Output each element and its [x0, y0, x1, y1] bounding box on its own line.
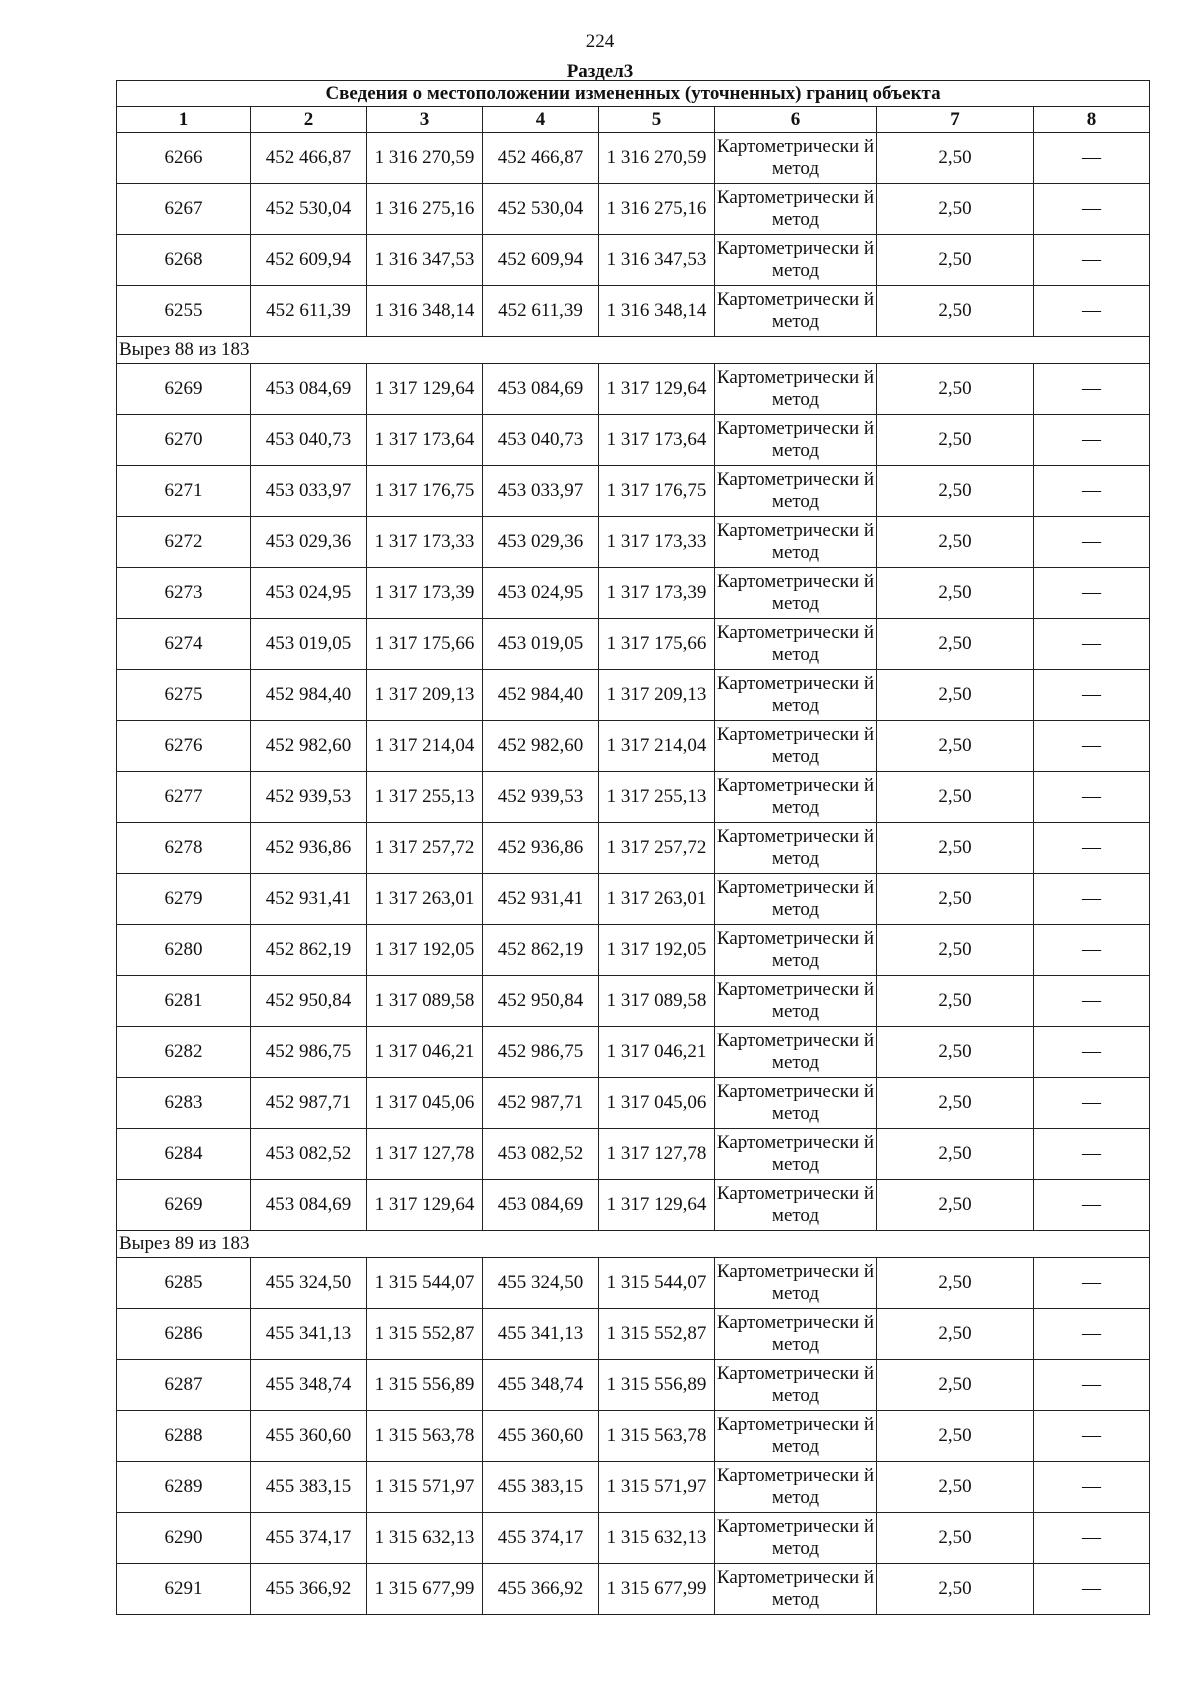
x-old-cell: 452 982,60	[251, 721, 367, 772]
point-number-cell: 6267	[117, 184, 251, 235]
accuracy-cell: 2,50	[877, 1411, 1034, 1462]
description-cell: —	[1034, 133, 1150, 184]
table-row	[117, 670, 1150, 721]
y-old-cell: 1 317 173,64	[367, 415, 483, 466]
group-row	[117, 1231, 1150, 1258]
description-cell: —	[1034, 1078, 1150, 1129]
y-new-cell: 1 315 632,13	[599, 1513, 715, 1564]
accuracy-cell: 2,50	[877, 1309, 1034, 1360]
x-old-cell: 453 033,97	[251, 466, 367, 517]
x-old-cell: 452 862,19	[251, 925, 367, 976]
method-cell: Картометрически й метод	[715, 1309, 877, 1360]
method-cell: Картометрически й метод	[715, 976, 877, 1027]
point-number-cell: 6272	[117, 517, 251, 568]
x-new-cell: 455 374,17	[483, 1513, 599, 1564]
description-cell: —	[1034, 364, 1150, 415]
table-row	[117, 235, 1150, 286]
description-cell: —	[1034, 721, 1150, 772]
x-old-cell: 455 374,17	[251, 1513, 367, 1564]
x-new-cell: 452 939,53	[483, 772, 599, 823]
y-old-cell: 1 315 556,89	[367, 1360, 483, 1411]
accuracy-cell: 2,50	[877, 976, 1034, 1027]
x-new-cell: 452 609,94	[483, 235, 599, 286]
description-cell: —	[1034, 286, 1150, 337]
y-new-cell: 1 316 348,14	[599, 286, 715, 337]
method-cell: Картометрически й метод	[715, 415, 877, 466]
y-new-cell: 1 316 275,16	[599, 184, 715, 235]
y-new-cell: 1 317 127,78	[599, 1129, 715, 1180]
group-row	[117, 337, 1150, 364]
point-number-cell: 6291	[117, 1564, 251, 1615]
x-new-cell: 453 029,36	[483, 517, 599, 568]
group-label: Вырез 88 из 183	[117, 337, 1150, 364]
x-old-cell: 453 040,73	[251, 415, 367, 466]
column-number: 2	[251, 107, 367, 133]
x-old-cell: 455 341,13	[251, 1309, 367, 1360]
x-old-cell: 452 466,87	[251, 133, 367, 184]
x-old-cell: 453 084,69	[251, 1180, 367, 1231]
point-number-cell: 6281	[117, 976, 251, 1027]
table-row	[117, 1078, 1150, 1129]
point-number-cell: 6288	[117, 1411, 251, 1462]
y-old-cell: 1 317 173,33	[367, 517, 483, 568]
y-new-cell: 1 317 129,64	[599, 1180, 715, 1231]
y-new-cell: 1 317 209,13	[599, 670, 715, 721]
accuracy-cell: 2,50	[877, 874, 1034, 925]
accuracy-cell: 2,50	[877, 721, 1034, 772]
y-new-cell: 1 316 347,53	[599, 235, 715, 286]
point-number-cell: 6270	[117, 415, 251, 466]
accuracy-cell: 2,50	[877, 1360, 1034, 1411]
method-cell: Картометрически й метод	[715, 184, 877, 235]
y-new-cell: 1 317 192,05	[599, 925, 715, 976]
x-new-cell: 452 936,86	[483, 823, 599, 874]
y-new-cell: 1 315 563,78	[599, 1411, 715, 1462]
accuracy-cell: 2,50	[877, 364, 1034, 415]
method-cell: Картометрически й метод	[715, 133, 877, 184]
table-row	[117, 133, 1150, 184]
description-cell: —	[1034, 772, 1150, 823]
point-number-cell: 6289	[117, 1462, 251, 1513]
x-old-cell: 452 609,94	[251, 235, 367, 286]
y-old-cell: 1 317 089,58	[367, 976, 483, 1027]
accuracy-cell: 2,50	[877, 133, 1034, 184]
accuracy-cell: 2,50	[877, 184, 1034, 235]
table-body	[117, 133, 1150, 1615]
accuracy-cell: 2,50	[877, 670, 1034, 721]
description-cell: —	[1034, 925, 1150, 976]
x-new-cell: 452 611,39	[483, 286, 599, 337]
y-new-cell: 1 316 270,59	[599, 133, 715, 184]
y-new-cell: 1 317 176,75	[599, 466, 715, 517]
column-number: 6	[715, 107, 877, 133]
description-cell: —	[1034, 517, 1150, 568]
point-number-cell: 6287	[117, 1360, 251, 1411]
table-row	[117, 772, 1150, 823]
y-new-cell: 1 315 552,87	[599, 1309, 715, 1360]
point-number-cell: 6255	[117, 286, 251, 337]
x-old-cell: 453 084,69	[251, 364, 367, 415]
description-cell: —	[1034, 1513, 1150, 1564]
table-row	[117, 517, 1150, 568]
column-number: 1	[117, 107, 251, 133]
column-number: 8	[1034, 107, 1150, 133]
x-old-cell: 452 611,39	[251, 286, 367, 337]
y-old-cell: 1 315 632,13	[367, 1513, 483, 1564]
method-cell: Картометрически й метод	[715, 1258, 877, 1309]
y-old-cell: 1 317 045,06	[367, 1078, 483, 1129]
description-cell: —	[1034, 235, 1150, 286]
x-old-cell: 455 366,92	[251, 1564, 367, 1615]
method-cell: Картометрически й метод	[715, 1129, 877, 1180]
x-old-cell: 452 936,86	[251, 823, 367, 874]
y-new-cell: 1 315 544,07	[599, 1258, 715, 1309]
table-row	[117, 1513, 1150, 1564]
accuracy-cell: 2,50	[877, 286, 1034, 337]
table-row	[117, 925, 1150, 976]
y-new-cell: 1 317 257,72	[599, 823, 715, 874]
table-row	[117, 466, 1150, 517]
x-new-cell: 453 084,69	[483, 1180, 599, 1231]
column-number: 3	[367, 107, 483, 133]
description-cell: —	[1034, 1360, 1150, 1411]
x-old-cell: 453 029,36	[251, 517, 367, 568]
y-old-cell: 1 316 347,53	[367, 235, 483, 286]
table-row	[117, 1180, 1150, 1231]
table-row	[117, 1564, 1150, 1615]
method-cell: Картометрически й метод	[715, 1462, 877, 1513]
accuracy-cell: 2,50	[877, 925, 1034, 976]
description-cell: —	[1034, 1027, 1150, 1078]
x-new-cell: 455 366,92	[483, 1564, 599, 1615]
table-row	[117, 568, 1150, 619]
x-old-cell: 452 530,04	[251, 184, 367, 235]
x-old-cell: 455 360,60	[251, 1411, 367, 1462]
x-new-cell: 452 987,71	[483, 1078, 599, 1129]
method-cell: Картометрически й метод	[715, 1027, 877, 1078]
x-old-cell: 452 931,41	[251, 874, 367, 925]
accuracy-cell: 2,50	[877, 1129, 1034, 1180]
table-row	[117, 1411, 1150, 1462]
y-old-cell: 1 317 176,75	[367, 466, 483, 517]
method-cell: Картометрически й метод	[715, 670, 877, 721]
description-cell: —	[1034, 874, 1150, 925]
description-cell: —	[1034, 415, 1150, 466]
table-row	[117, 1309, 1150, 1360]
boundary-coordinates-table	[116, 80, 1150, 1615]
table-row	[117, 619, 1150, 670]
y-old-cell: 1 316 270,59	[367, 133, 483, 184]
method-cell: Картометрически й метод	[715, 568, 877, 619]
y-old-cell: 1 317 175,66	[367, 619, 483, 670]
description-cell: —	[1034, 184, 1150, 235]
y-old-cell: 1 316 275,16	[367, 184, 483, 235]
x-old-cell: 452 987,71	[251, 1078, 367, 1129]
x-new-cell: 453 033,97	[483, 466, 599, 517]
x-new-cell: 453 019,05	[483, 619, 599, 670]
x-new-cell: 453 040,73	[483, 415, 599, 466]
y-old-cell: 1 316 348,14	[367, 286, 483, 337]
y-old-cell: 1 317 127,78	[367, 1129, 483, 1180]
x-old-cell: 453 024,95	[251, 568, 367, 619]
table-row	[117, 286, 1150, 337]
method-cell: Картометрически й метод	[715, 619, 877, 670]
x-new-cell: 455 348,74	[483, 1360, 599, 1411]
table-caption: Сведения о местоположении измененных (уточненных) границ объекта	[117, 81, 1150, 107]
description-cell: —	[1034, 568, 1150, 619]
y-old-cell: 1 315 552,87	[367, 1309, 483, 1360]
y-old-cell: 1 317 046,21	[367, 1027, 483, 1078]
accuracy-cell: 2,50	[877, 1258, 1034, 1309]
y-old-cell: 1 317 192,05	[367, 925, 483, 976]
table-row	[117, 1129, 1150, 1180]
y-old-cell: 1 317 209,13	[367, 670, 483, 721]
column-number: 4	[483, 107, 599, 133]
x-new-cell: 452 984,40	[483, 670, 599, 721]
column-number: 5	[599, 107, 715, 133]
x-old-cell: 452 986,75	[251, 1027, 367, 1078]
method-cell: Картометрически й метод	[715, 1564, 877, 1615]
point-number-cell: 6266	[117, 133, 251, 184]
description-cell: —	[1034, 976, 1150, 1027]
y-new-cell: 1 317 129,64	[599, 364, 715, 415]
table-row	[117, 1360, 1150, 1411]
column-number: 7	[877, 107, 1034, 133]
x-old-cell: 455 324,50	[251, 1258, 367, 1309]
y-new-cell: 1 317 173,64	[599, 415, 715, 466]
method-cell: Картометрически й метод	[715, 1078, 877, 1129]
point-number-cell: 6285	[117, 1258, 251, 1309]
accuracy-cell: 2,50	[877, 772, 1034, 823]
y-old-cell: 1 317 255,13	[367, 772, 483, 823]
description-cell: —	[1034, 1462, 1150, 1513]
method-cell: Картометрически й метод	[715, 772, 877, 823]
accuracy-cell: 2,50	[877, 1462, 1034, 1513]
description-cell: —	[1034, 670, 1150, 721]
method-cell: Картометрически й метод	[715, 1180, 877, 1231]
x-old-cell: 452 950,84	[251, 976, 367, 1027]
description-cell: —	[1034, 1180, 1150, 1231]
accuracy-cell: 2,50	[877, 1513, 1034, 1564]
x-old-cell: 452 939,53	[251, 772, 367, 823]
x-new-cell: 455 360,60	[483, 1411, 599, 1462]
x-new-cell: 455 324,50	[483, 1258, 599, 1309]
point-number-cell: 6274	[117, 619, 251, 670]
accuracy-cell: 2,50	[877, 568, 1034, 619]
accuracy-cell: 2,50	[877, 235, 1034, 286]
x-new-cell: 453 024,95	[483, 568, 599, 619]
y-old-cell: 1 315 544,07	[367, 1258, 483, 1309]
x-old-cell: 455 383,15	[251, 1462, 367, 1513]
method-cell: Картометрически й метод	[715, 874, 877, 925]
y-old-cell: 1 317 173,39	[367, 568, 483, 619]
table-row	[117, 976, 1150, 1027]
point-number-cell: 6282	[117, 1027, 251, 1078]
y-new-cell: 1 317 173,39	[599, 568, 715, 619]
method-cell: Картометрически й метод	[715, 235, 877, 286]
x-new-cell: 455 383,15	[483, 1462, 599, 1513]
description-cell: —	[1034, 1411, 1150, 1462]
y-new-cell: 1 315 571,97	[599, 1462, 715, 1513]
description-cell: —	[1034, 1564, 1150, 1615]
table-row	[117, 1258, 1150, 1309]
point-number-cell: 6280	[117, 925, 251, 976]
description-cell: —	[1034, 466, 1150, 517]
accuracy-cell: 2,50	[877, 517, 1034, 568]
y-new-cell: 1 317 089,58	[599, 976, 715, 1027]
method-cell: Картометрически й метод	[715, 721, 877, 772]
y-old-cell: 1 317 129,64	[367, 364, 483, 415]
point-number-cell: 6283	[117, 1078, 251, 1129]
table-row	[117, 1027, 1150, 1078]
accuracy-cell: 2,50	[877, 619, 1034, 670]
group-label: Вырез 89 из 183	[117, 1231, 1150, 1258]
y-new-cell: 1 317 263,01	[599, 874, 715, 925]
y-new-cell: 1 317 255,13	[599, 772, 715, 823]
x-new-cell: 453 082,52	[483, 1129, 599, 1180]
table-row	[117, 721, 1150, 772]
description-cell: —	[1034, 1129, 1150, 1180]
y-old-cell: 1 315 677,99	[367, 1564, 483, 1615]
y-new-cell: 1 317 045,06	[599, 1078, 715, 1129]
table-row	[117, 364, 1150, 415]
x-old-cell: 453 019,05	[251, 619, 367, 670]
point-number-cell: 6273	[117, 568, 251, 619]
x-new-cell: 452 530,04	[483, 184, 599, 235]
y-old-cell: 1 317 263,01	[367, 874, 483, 925]
point-number-cell: 6269	[117, 1180, 251, 1231]
accuracy-cell: 2,50	[877, 823, 1034, 874]
method-cell: Картометрически й метод	[715, 364, 877, 415]
description-cell: —	[1034, 1258, 1150, 1309]
x-new-cell: 452 950,84	[483, 976, 599, 1027]
point-number-cell: 6278	[117, 823, 251, 874]
method-cell: Картометрически й метод	[715, 466, 877, 517]
y-new-cell: 1 317 173,33	[599, 517, 715, 568]
point-number-cell: 6284	[117, 1129, 251, 1180]
x-new-cell: 453 084,69	[483, 364, 599, 415]
point-number-cell: 6271	[117, 466, 251, 517]
x-new-cell: 452 862,19	[483, 925, 599, 976]
accuracy-cell: 2,50	[877, 415, 1034, 466]
y-new-cell: 1 317 214,04	[599, 721, 715, 772]
point-number-cell: 6290	[117, 1513, 251, 1564]
y-old-cell: 1 317 257,72	[367, 823, 483, 874]
description-cell: —	[1034, 619, 1150, 670]
table-row	[117, 823, 1150, 874]
method-cell: Картометрически й метод	[715, 286, 877, 337]
accuracy-cell: 2,50	[877, 1180, 1034, 1231]
table-row	[117, 874, 1150, 925]
description-cell: —	[1034, 823, 1150, 874]
y-old-cell: 1 315 571,97	[367, 1462, 483, 1513]
y-new-cell: 1 317 046,21	[599, 1027, 715, 1078]
y-new-cell: 1 315 677,99	[599, 1564, 715, 1615]
table-row	[117, 415, 1150, 466]
accuracy-cell: 2,50	[877, 1027, 1034, 1078]
x-new-cell: 452 982,60	[483, 721, 599, 772]
y-old-cell: 1 317 214,04	[367, 721, 483, 772]
point-number-cell: 6279	[117, 874, 251, 925]
accuracy-cell: 2,50	[877, 1078, 1034, 1129]
accuracy-cell: 2,50	[877, 466, 1034, 517]
x-new-cell: 452 931,41	[483, 874, 599, 925]
point-number-cell: 6269	[117, 364, 251, 415]
x-old-cell: 453 082,52	[251, 1129, 367, 1180]
accuracy-cell: 2,50	[877, 1564, 1034, 1615]
point-number-cell: 6276	[117, 721, 251, 772]
point-number-cell: 6286	[117, 1309, 251, 1360]
point-number-cell: 6268	[117, 235, 251, 286]
method-cell: Картометрически й метод	[715, 823, 877, 874]
x-new-cell: 455 341,13	[483, 1309, 599, 1360]
y-new-cell: 1 315 556,89	[599, 1360, 715, 1411]
x-new-cell: 452 466,87	[483, 133, 599, 184]
method-cell: Картометрически й метод	[715, 1411, 877, 1462]
section-title: Раздел3	[566, 61, 634, 82]
method-cell: Картометрически й метод	[715, 925, 877, 976]
point-number-cell: 6275	[117, 670, 251, 721]
method-cell: Картометрически й метод	[715, 1360, 877, 1411]
page-number: 224	[585, 31, 615, 52]
x-old-cell: 452 984,40	[251, 670, 367, 721]
point-number-cell: 6277	[117, 772, 251, 823]
table-row	[117, 184, 1150, 235]
x-new-cell: 452 986,75	[483, 1027, 599, 1078]
description-cell: —	[1034, 1309, 1150, 1360]
table-row	[117, 1462, 1150, 1513]
y-old-cell: 1 317 129,64	[367, 1180, 483, 1231]
x-old-cell: 455 348,74	[251, 1360, 367, 1411]
y-new-cell: 1 317 175,66	[599, 619, 715, 670]
method-cell: Картометрически й метод	[715, 1513, 877, 1564]
y-old-cell: 1 315 563,78	[367, 1411, 483, 1462]
method-cell: Картометрически й метод	[715, 517, 877, 568]
